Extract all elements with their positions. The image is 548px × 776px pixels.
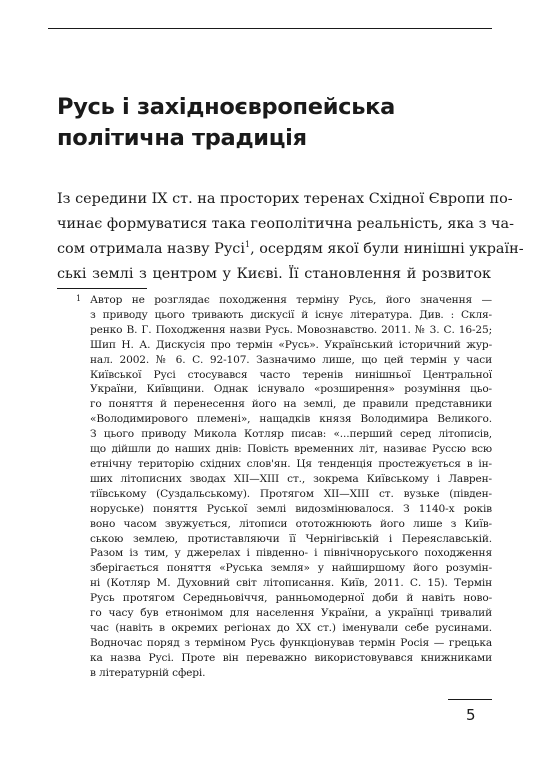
footnote-separator xyxy=(57,288,147,289)
footnote-line: України, Київщини. Однак існувало «розширення» розуміння цьо- xyxy=(90,383,492,396)
body-line: чинає формуватися така геополітична реальність, яка з ча- xyxy=(57,216,514,232)
footnote-line: зберігається поняття «Руська земля» у найширшому його розумін- xyxy=(90,562,492,575)
body-line xyxy=(57,237,524,262)
footnote-line: етнічну територію східних слов'ян. Ця тенденція простежується в ін- xyxy=(90,457,492,470)
footnote-line: час (навіть в окремих регіонах до XX ст.) іменували себе русинами. xyxy=(90,621,492,634)
body-line: Із середини IX ст. на просторих теренах Східної Європи по- xyxy=(57,191,513,207)
body-paragraph xyxy=(57,187,524,287)
footnote-line: Шип Н. А. Дискусія про термін «Русь». Український історичний жур- xyxy=(90,338,492,351)
footnote-line: норуське) поняття Руської землі видозмінювалося. З 1140-х років xyxy=(90,502,492,515)
page-number: 5 xyxy=(466,706,476,724)
body-line-part: сом отримала назву Русі xyxy=(57,241,245,257)
footnote-line: ською землею, протиставляючи її Чернігівській і Переяславській. xyxy=(90,532,492,545)
footnote-line: що дійшли до наших днів: Повість временних літ, називає Руссю всю xyxy=(90,443,492,456)
chapter-title-line: Русь і західноєвропейська xyxy=(57,94,395,120)
footnote-line: Русь протягом Середньовіччя, ранньомодерної доби й навіть ново- xyxy=(90,592,492,605)
body-line-part: , осердям якої були нинішні україн- xyxy=(250,241,524,257)
footnote-line: З цього приводу Микола Котляр писав: «...перший серед літописів, xyxy=(90,428,492,441)
footnote-line: Водночас поряд з терміном Русь функціонував термін Росія — грецька xyxy=(90,636,492,649)
footnote-line: ні (Котляр М. Духовний світ літописання. Київ, 2011. С. 15). Термін xyxy=(90,577,492,590)
footnote-line: ших літописних зводах XII—XIII ст., зокрема Київському і Лаврен- xyxy=(90,472,492,485)
footnote-line: го поняття й перенесення його на землі, де правили представники xyxy=(90,398,492,411)
chapter-title xyxy=(57,92,497,154)
footnote-text xyxy=(90,293,492,681)
footnote-line: ка назва Русі. Проте він переважно використовувався книжниками xyxy=(90,651,492,664)
footnote-line: ренко В. Г. Походження назви Русь. Мовознавство. 2011. № 3. С. 16-25; xyxy=(90,323,492,336)
top-rule xyxy=(48,28,492,29)
footnote-line: в літературній сфері. xyxy=(90,666,206,679)
body-line: ські землі з центром у Києві. Її становлення й розвиток xyxy=(57,266,491,282)
footnote-line: го часу був етнонімом для населення України, а українці тривалий xyxy=(90,607,492,620)
chapter-title-line: політична традиція xyxy=(57,125,307,151)
page-number-rule xyxy=(448,699,492,700)
footnote-line: «Володимирового племені», нащадків князя Володимира Великого. xyxy=(90,413,492,426)
footnote-line: нал. 2002. № 6. С. 92-107. Зазначимо лише, що цей термін у часи xyxy=(90,353,492,366)
footnote-line: Автор не розглядає походження терміну Русь, його значення — xyxy=(90,294,492,306)
footnote-line: з приводу цього тривають дискусії й існує література. Див. : Скля- xyxy=(90,308,492,321)
footnote-reference[interactable]: 1 xyxy=(244,240,251,250)
footnote-number: 1 xyxy=(76,294,82,303)
footnote-line: воно часом звужується, літописи ототожнюють його лише з Київ- xyxy=(90,517,492,530)
footnote-line: Разом із тим, у джерелах і південно- і північноруського походження xyxy=(90,547,492,560)
footnote-line: Київської Русі стосувався часто теренів нинішньої Центральної xyxy=(90,368,492,381)
footnote-line: тіївському (Суздальському). Протягом XII—XIII ст. вузьке (півден- xyxy=(90,487,492,500)
